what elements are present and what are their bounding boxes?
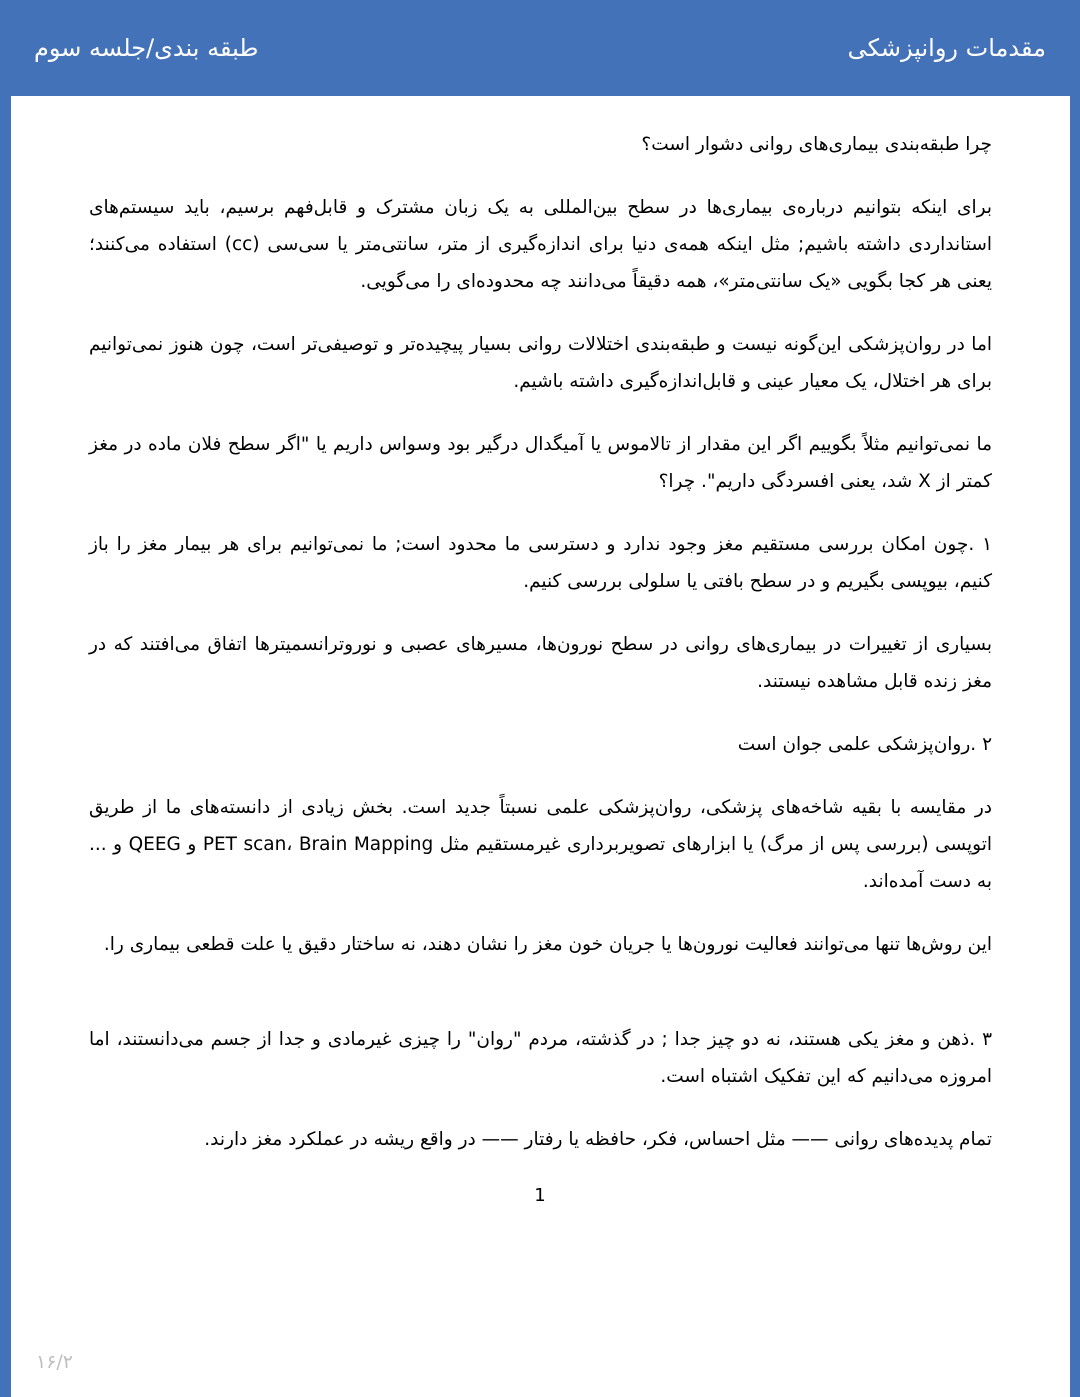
- paragraph-methods-limits: این روش‌ها تنها می‌توانند فعالیت نورون‌ها یا جریان خون مغز را نشان دهند، نه ساختار دقیق یا علت قطعی بیماری را.: [103, 934, 992, 955]
- paragraph-reason-three: ۳ .ذهن و مغز یکی هستند، نه دو چیز جدا ; در گذشته، مردم "روان" را چیزی غیرمادی و جدا از جسم می‌دانستند، اما امروزه می‌دانیم که این تفکیک اشتباه است.: [89, 1029, 992, 1087]
- page-number: 1: [534, 1185, 546, 1206]
- header-title-right: مقدمات روانپزشکی: [847, 34, 1046, 62]
- footer-note: ۱۶/۲: [36, 1351, 74, 1373]
- header-title-left: طبقه بندی/جلسه سوم: [34, 34, 259, 62]
- paragraph-reason-two: ۲ .روان‌پزشکی علمی جوان است: [737, 734, 992, 755]
- paragraph-question: چرا طبقه‌بندی بیماری‌های روانی دشوار است؟: [641, 134, 992, 155]
- paragraph-reason-one: ۱ .چون امکان بررسی مستقیم مغز وجود ندارد و دسترسی ما محدود است; ما نمی‌توانیم برای هر بیمار مغز را باز کنیم، بیوپسی بگیریم و در سطح بافتی یا سلولی بررسی کنیم.: [89, 534, 992, 592]
- paragraph-mind-brain-root: تمام پدیده‌های روانی —— مثل احساس، فکر، حافظه یا رفتار —— در واقع ریشه در عملکرد مغز دارند.: [204, 1129, 992, 1150]
- paragraph-neuron-level-changes: بسیاری از تغییرات در بیماری‌های روانی در سطح نورون‌ها، مسیرهای عصبی و نوروترانسمیترها اتفاق می‌افتند که در مغز زنده قابل مشاهده نیستند.: [89, 634, 992, 692]
- paragraph-standard-language: برای اینکه بتوانیم درباره‌ی بیماری‌ها در سطح بین‌المللی به یک زبان مشترک و قابل‌فهم برسیم، باید سیستم‌های استانداردی داشته باشیم; مثل اینکه همه‌ی دنیا برای اندازه‌گیری از متر، سانتی‌متر یا سی‌سی (cc) استفاده می‌کنند؛ یعنی هر کجا بگویی «یک سانتی‌متر»، همه دقیقاً می‌دانند چه محدوده‌ای را می‌گویی.: [89, 197, 992, 292]
- paragraph-no-objective-measure: ما نمی‌توانیم مثلاً بگوییم اگر این مقدار از تالاموس یا آمیگدال درگیر بود وسواس داریم یا "اگر سطح فلان ماده در مغز کمتر از X شد، یعنی افسردگی داریم". چرا؟: [89, 434, 992, 492]
- paragraph-psychiatry-differs: اما در روان‌پزشکی این‌گونه نیست و طبقه‌بندی اختلالات روانی بسیار پیچیده‌تر و توصیفی‌تر است، چون هنوز نمی‌توانیم برای هر اختلال، یک معیار عینی و قابل‌اندازه‌گیری داشته باشیم.: [89, 334, 992, 392]
- paragraph-imaging-tools: در مقایسه با بقیه شاخه‌های پزشکی، روان‌پزشکی علمی نسبتاً جدید است. بخش زیادی از دانسته‌های ما از طریق اتوپسی (بررسی پس از مرگ) یا ابزارهای تصویربرداری غیرمستقیم مثل PET scan، Brain Mapping و QEEG و ... به دست آمده‌اند.: [89, 797, 992, 892]
- document-header-band: [0, 0, 1080, 96]
